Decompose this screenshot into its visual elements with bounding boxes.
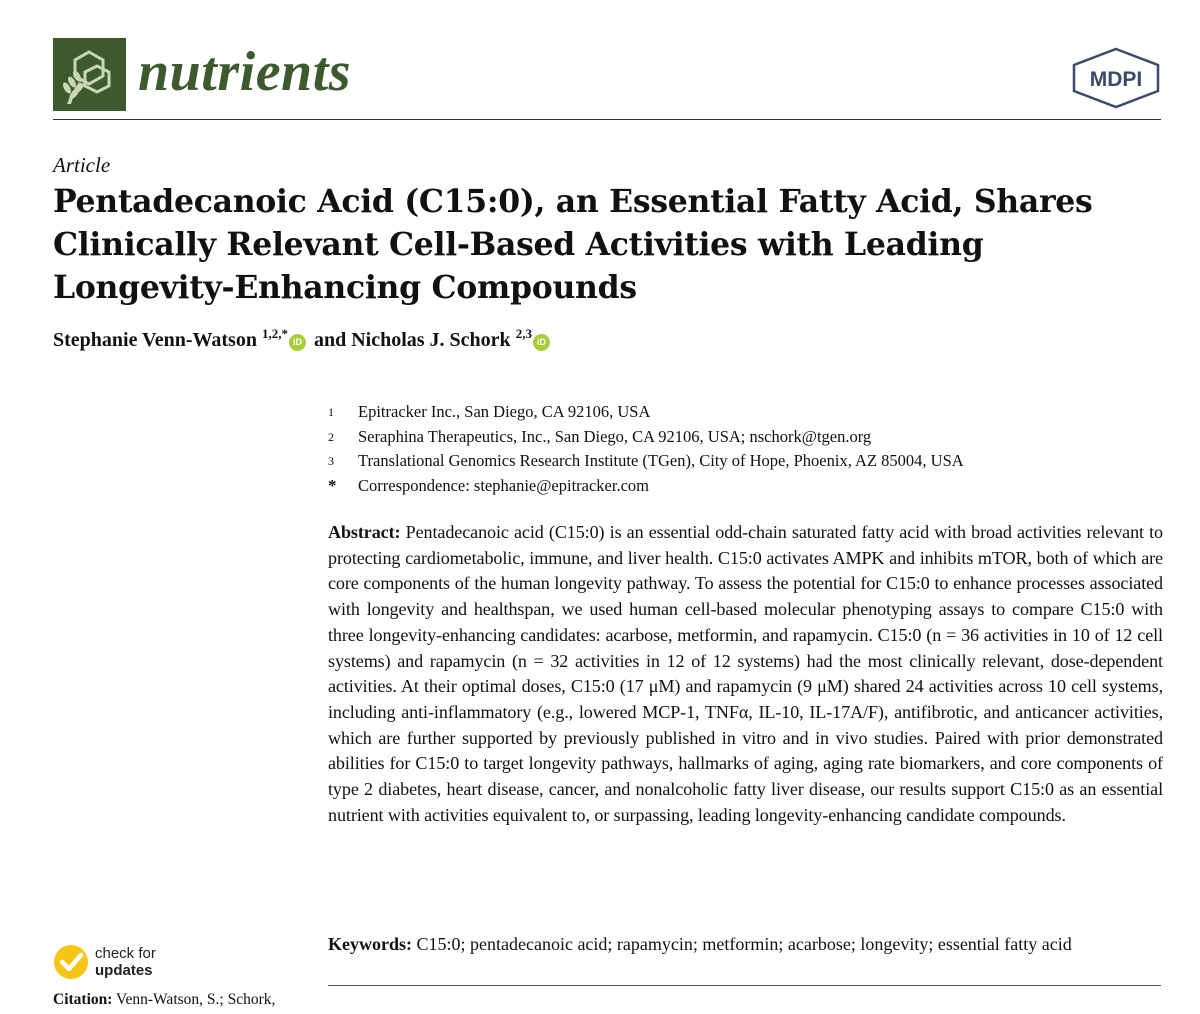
author-name[interactable]: Stephanie Venn-Watson: [53, 329, 257, 351]
affiliation-item: [328, 400, 1168, 425]
keywords-label: Keywords:: [328, 934, 412, 954]
publisher-name: MDPI: [1089, 68, 1143, 91]
article-type: Article: [53, 153, 111, 177]
abstract-text: Pentadecanoic acid (C15:0) is an essential odd-chain saturated fatty acid with broad activities relevant to protecting cardiometabolic, immune, and liver health. C15:0 activates AMPK and inhibits mTOR, both of which are core components of the human longevity pathway. To assess the potential for C15:0 to enhance processes associated with longevity and healthspan, we used human cell-based molecular phenotyping assays to compare C15:0 with three longevity-enhancing candidates: acarbose, metformin, and rapamycin. C15:0 (n = 36 activities in 10 of 12 cell systems) and rapamycin (n = 32 activities in 12 of 12 systems) had the most clinically relevant, dose-dependent activities. At their optimal doses, C15:0 (17 μM) and rapamycin (9 μM) shared 24 activities across 10 cell systems, including anti-inflammatory (e.g., lowered MCP-1, TNFα, IL-10, IL-17A/F), antifibrotic, and anticancer activities, which are further supported by previously published in vitro and in vivo studies. Paired with prior demonstrated abilities for C15:0 to target longevity pathways, hallmarks of aging, aging rate biomarkers, and core components of type 2 diabetes, heart disease, cancer, and nonalcoholic fatty liver disease, our results support C15:0 as an essential nutrient with activities equivalent to, or surpassing, leading longevity-enhancing candidate compounds.: [328, 522, 1163, 825]
journal-name: nutrients: [138, 41, 352, 103]
mdpi-logo: [1070, 47, 1162, 109]
citation-text: Venn-Watson, S.; Schork,: [116, 991, 276, 1008]
citation: [53, 990, 275, 1010]
author-name[interactable]: Nicholas J. Schork: [351, 329, 511, 351]
keywords: [328, 931, 1168, 957]
affiliation-number: 3: [328, 454, 334, 468]
nutrients-logo-icon: [53, 38, 126, 111]
section-divider: [328, 985, 1161, 986]
author-conjunction: and: [313, 329, 347, 351]
correspondence-text: Correspondence: stephanie@epitracker.com: [358, 475, 649, 495]
abstract: [328, 520, 1163, 828]
correspondence-item: [328, 474, 1168, 499]
keywords-text: C15:0; pentadecanoic acid; rapamycin; metformin; acarbose; longevity; essential fatty acid: [416, 934, 1072, 954]
orcid-icon[interactable]: iD: [289, 334, 306, 351]
affiliations: [328, 400, 1168, 498]
header-divider: [53, 119, 1161, 120]
citation-label: Citation:: [53, 991, 113, 1008]
check-for-updates-icon: [53, 944, 89, 980]
article-title: Pentadecanoic Acid (C15:0), an Essential Fatty Acid, Shares Clinically Relevant Cell-Based Activities with Leading Longevity-Enhancing Compounds: [53, 183, 1093, 306]
affiliation-text: Epitracker Inc., San Diego, CA 92106, USA: [358, 402, 651, 421]
correspondence-mark: *: [328, 475, 337, 495]
affiliation-text: Seraphina Therapeutics, Inc., San Diego, CA 92106, USA; nschork@tgen.org: [358, 426, 872, 446]
author-list: [53, 326, 553, 354]
updates-label: updates: [95, 962, 153, 979]
affiliation-item: [328, 425, 1168, 450]
check-for-updates-badge[interactable]: [53, 944, 156, 980]
orcid-icon[interactable]: iD: [533, 334, 550, 351]
author-affiliation-marks: 2,3: [515, 326, 532, 341]
affiliation-text: Translational Genomics Research Institute (TGen), City of Hope, Phoenix, AZ 85004, USA: [358, 451, 964, 470]
affiliation-item: [328, 449, 1168, 474]
affiliation-number: 1: [328, 405, 334, 419]
check-for-label: check for: [95, 945, 156, 962]
abstract-label: Abstract:: [328, 522, 401, 542]
affiliation-number: 2: [328, 429, 334, 444]
author-affiliation-marks: 1,2,*: [261, 326, 288, 341]
